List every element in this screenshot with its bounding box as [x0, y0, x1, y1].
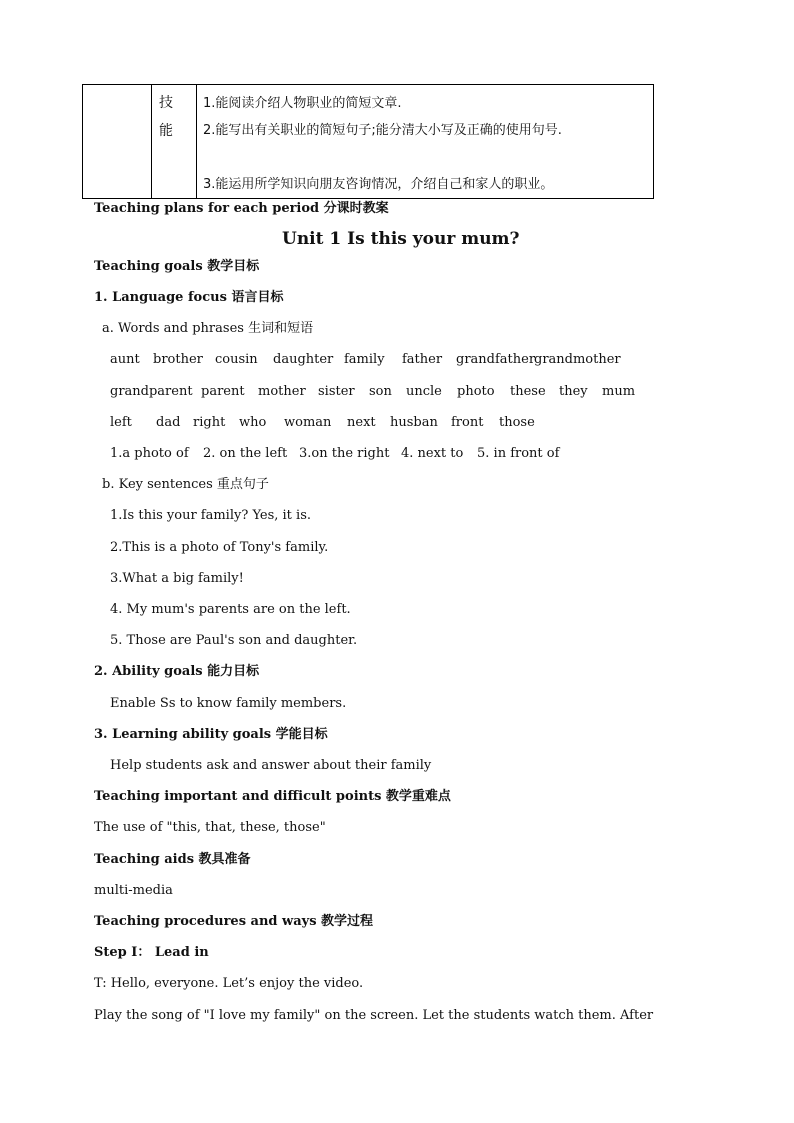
- key-sentence: 2.This is a photo of Tony's family.: [110, 540, 329, 555]
- aids-text: multi-media: [94, 883, 173, 898]
- skill-label-cell: [152, 85, 197, 199]
- phrase: 3.on the right: [299, 446, 390, 461]
- key-sentence: 5. Those are Paul's son and daughter.: [110, 633, 358, 648]
- points-heading: Teaching important and difficult points 教学重难点: [94, 789, 451, 804]
- phrase: 1.a photo of: [110, 446, 189, 461]
- plans-heading: Teaching plans for each period 分课时教案: [94, 201, 389, 216]
- word: grandfather: [456, 352, 536, 367]
- aids-heading: Teaching aids 教具准备: [94, 852, 251, 867]
- word: husban: [390, 415, 438, 430]
- word: right: [193, 415, 226, 430]
- word: who: [239, 415, 267, 430]
- skill-label: 技能: [159, 95, 173, 139]
- word: father: [402, 352, 443, 367]
- step-heading: Step I： Lead in: [94, 945, 209, 960]
- language-focus-heading: 1. Language focus 语言目标: [94, 290, 284, 305]
- word: grandmother: [534, 352, 621, 367]
- ability-text: Enable Ss to know family members.: [110, 696, 347, 711]
- word: uncle: [406, 384, 442, 399]
- key-sentence: 4. My mum's parents are on the left.: [110, 602, 351, 617]
- learning-heading: 3. Learning ability goals 学能目标: [94, 727, 328, 742]
- word: family: [344, 352, 385, 367]
- procedures-heading: Teaching procedures and ways 教学过程: [94, 914, 374, 929]
- phrase: 5. in front of: [477, 446, 560, 461]
- points-text: The use of "this, that, these, those": [94, 820, 326, 835]
- word: left: [110, 415, 132, 430]
- word: parent: [201, 384, 245, 399]
- word: aunt: [110, 352, 140, 367]
- word: daughter: [273, 352, 334, 367]
- skill-items-cell: [197, 85, 654, 199]
- ability-heading: 2. Ability goals 能力目标: [94, 664, 260, 679]
- word: those: [499, 415, 535, 430]
- word: dad: [156, 415, 181, 430]
- word: photo: [457, 384, 495, 399]
- word: they: [559, 384, 588, 399]
- play-line: Play the song of "I love my family" on the screen. Let the students watch them. After: [94, 1008, 654, 1023]
- words-heading: a. Words and phrases 生词和短语: [102, 321, 314, 336]
- phrase: 2. on the left: [203, 446, 288, 461]
- learning-text: Help students ask and answer about their family: [110, 758, 432, 773]
- skill-item: 2.能写出有关职业的简短句子;能分清大小写及正确的使用句号.: [203, 123, 562, 138]
- word: brother: [153, 352, 203, 367]
- goals-heading: Teaching goals 教学目标: [94, 259, 260, 274]
- key-sentence: 3.What a big family!: [110, 571, 244, 586]
- word: grandparent: [110, 384, 193, 399]
- teacher-line: T: Hello, everyone. Let’s enjoy the video.: [94, 976, 364, 991]
- word: cousin: [215, 352, 258, 367]
- word: mother: [258, 384, 306, 399]
- table-empty-cell: [83, 85, 152, 199]
- word: mum: [602, 384, 636, 399]
- word: front: [451, 415, 484, 430]
- phrase: 4. next to: [401, 446, 464, 461]
- word: these: [510, 384, 546, 399]
- word: woman: [284, 415, 332, 430]
- word: sister: [318, 384, 355, 399]
- key-sentences-heading: b. Key sentences 重点句子: [102, 477, 269, 492]
- word: son: [369, 384, 392, 399]
- skill-item: 3.能运用所学知识向朋友咨询情况，介绍自己和家人的职业。: [203, 177, 554, 192]
- unit-title: Unit 1 Is this your mum?: [282, 229, 520, 249]
- word: next: [347, 415, 376, 430]
- key-sentence: 1.Is this your family? Yes, it is.: [110, 508, 311, 523]
- skill-item: 1.能阅读介绍人物职业的简短文章.: [203, 96, 402, 111]
- skill-objectives-table: [82, 84, 654, 199]
